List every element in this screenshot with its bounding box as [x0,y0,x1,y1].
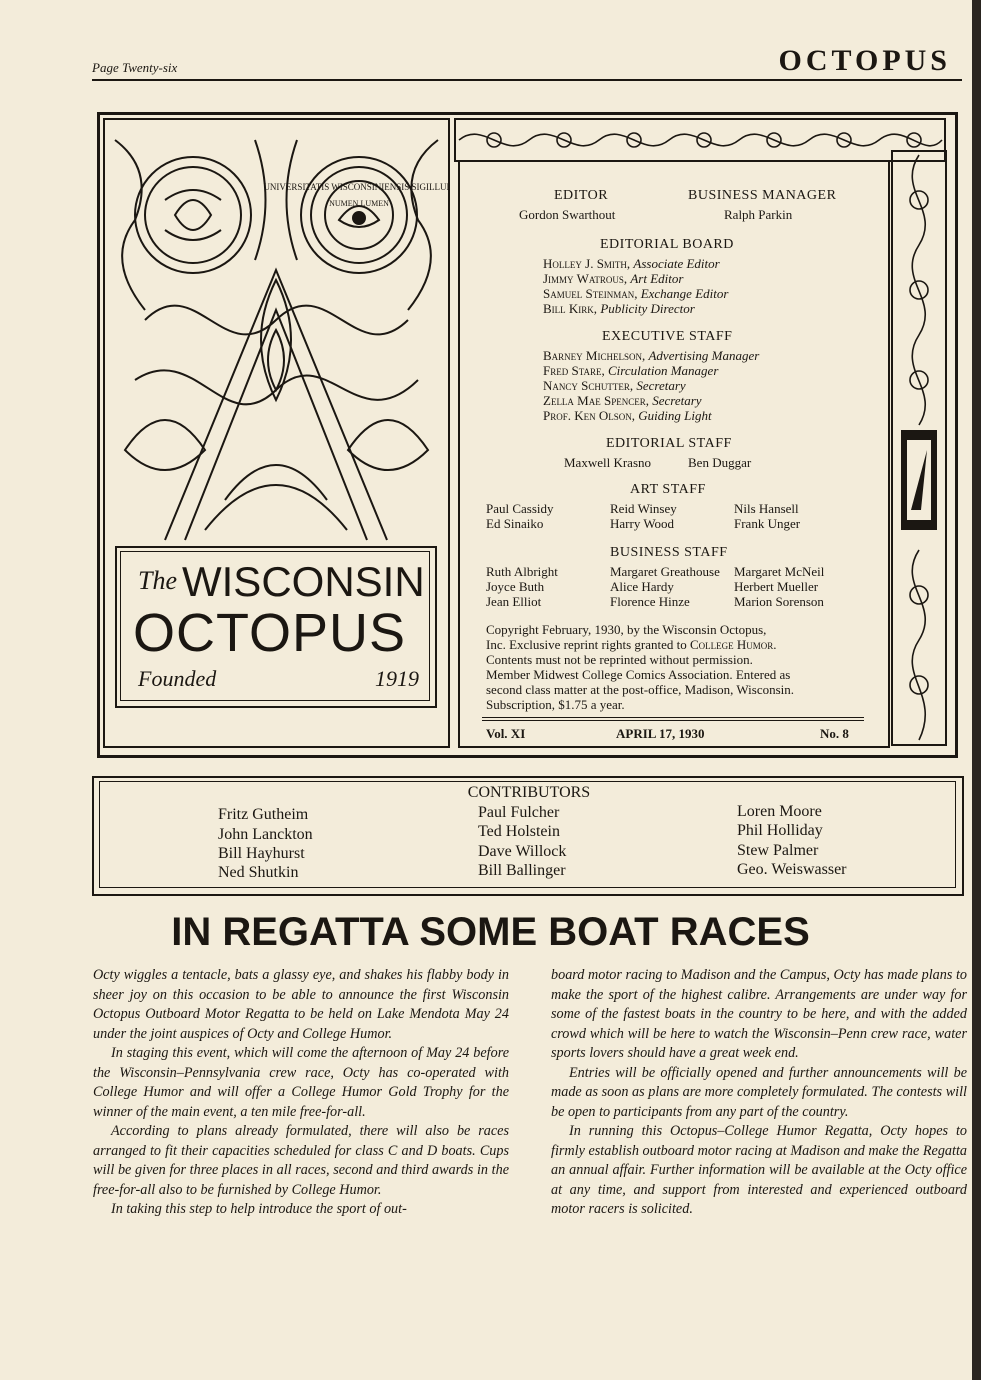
article-headline: IN REGATTA SOME BOAT RACES [171,910,810,954]
issue-number: No. 8 [820,726,849,741]
article-paragraph: board motor racing to Madison and the Campus, Octy has made plans to make the sport of the highest calibre. Arrangements are under way for some of the fastest boats in the country to be here, and with the added crowd which will be here to watch the Wisconsin–Penn crew race, water sports lovers should have a great week end. [551,967,967,1061]
copyright-line: Subscription, $1.75 a year. [486,697,625,712]
copyright-line: Copyright February, 1930, by the Wisconsin Octopus, [486,622,767,637]
logo-founded: Founded [138,666,217,691]
editorial-staff-name: Maxwell Krasno [564,455,652,470]
business-staff-name: Herbert Mueller [734,579,819,594]
masthead-title: OCTOPUS [778,44,951,77]
copyright-line: Contents must not be reprinted without permission. [486,652,753,667]
volume-label: Vol. XI [486,726,526,741]
business-staff-name: Joyce Buth [486,579,545,594]
art-staff-name: Harry Wood [610,516,675,531]
editorial-board-entry: Bill Kirk, Publicity Director [543,301,695,316]
business-manager-name: Ralph Parkin [724,207,793,222]
business-staff-name: Alice Hardy [610,579,674,594]
art-staff-name: Ed Sinaiko [486,516,544,531]
seal-motto: NUMEN LUMEN [329,199,389,208]
business-staff-name: Margaret Greathouse [610,564,720,579]
executive-staff-entry: Prof. Ken Olson, Guiding Light [543,408,712,423]
contributor-name: Bill Ballinger [478,862,566,879]
editorial-staff-name: Ben Duggar [688,455,752,470]
business-manager-title: BUSINESS MANAGER [688,188,837,203]
logo-the: The [138,566,177,595]
executive-staff-entry: Fred Stare, Circulation Manager [543,363,719,378]
art-staff-name: Nils Hansell [734,501,799,516]
contributor-name: Dave Willock [478,843,567,860]
editor-name: Gordon Swarthout [519,207,616,222]
top-ornament-border [454,118,946,162]
executive-staff-entry: Nancy Schutter, Secretary [543,378,686,393]
editorial-board-entry: Jimmy Watrous, Art Editor [543,271,684,286]
issue-date: APRIL 17, 1930 [616,726,705,741]
masthead-info-box [458,162,890,748]
seal-text: UNIVERSITATIS WISCONSINIENSIS SIGILLUM [263,182,448,192]
business-staff-name: Ruth Albright [486,564,558,579]
editor-title: EDITOR [554,188,609,203]
article-paragraph: Entries will be officially opened and further announcements will be made as soon as plans are more completely formulated. The contests will be open to participants from any part of the country. [551,1064,967,1120]
page-number: Page Twenty-six [92,60,178,75]
header-rule [92,79,962,81]
business-staff-name: Margaret McNeil [734,564,825,579]
side-ornament-border [891,150,947,746]
contributors-title: CONTRIBUTORS [467,784,591,801]
article-paragraph: According to plans already formulated, there will also be races arranged to fit their capacities scheduled for class C and D boats. Cups will be given for three places in all races, second and third awards in the free-for-all also to be furnished by College Humor. [93,1123,509,1198]
business-staff-name: Marion Sorenson [734,594,824,609]
copyright-line: Member Midwest College Comics Association. Entered as [486,667,791,682]
executive-staff-entry: Zella Mae Spencer, Secretary [543,393,702,408]
contributor-name: John Lanckton [218,826,313,843]
business-staff-name: Jean Elliot [486,594,542,609]
article-paragraph: In taking this step to help introduce the sport of out- [111,1201,407,1217]
art-staff-name: Reid Winsey [610,501,677,516]
executive-staff-entry: Barney Michelson, Advertising Manager [543,348,760,363]
art-staff-title: ART STAFF [630,482,706,497]
copyright-line: Inc. Exclusive reprint rights granted to College Humor. [486,637,777,652]
contributor-name: Ted Holstein [478,823,560,840]
contributor-name: Ned Shutkin [218,864,299,881]
business-staff-title: BUSINESS STAFF [610,545,728,560]
art-staff-name: Frank Unger [734,516,801,531]
logo-wisconsin: WISCONSIN [182,558,425,605]
editorial-board-entry: Holley J. Smith, Associate Editor [543,256,720,271]
contributor-name: Fritz Gutheim [218,806,309,823]
copyright-line: second class matter at the post-office, Madison, Wisconsin. [486,682,795,697]
contributor-name: Geo. Weiswasser [737,861,847,878]
page-edge [972,0,981,1380]
article-column-left [93,966,509,1220]
contributor-name: Paul Fulcher [478,804,560,821]
contributor-name: Phil Holliday [737,822,823,839]
business-staff-name: Florence Hinze [610,594,690,609]
executive-staff-title: EXECUTIVE STAFF [602,329,733,344]
logo-year: 1919 [375,666,419,691]
logo-octopus: OCTOPUS [133,603,407,663]
art-staff-name: Paul Cassidy [486,501,554,516]
editorial-board-title: EDITORIAL BOARD [600,237,734,252]
volume-rule [482,717,864,718]
article-column-right [551,966,967,1220]
contributor-name: Bill Hayhurst [218,845,305,862]
contributor-name: Stew Palmer [737,842,819,859]
volume-rule [482,720,864,721]
article-paragraph: Octy wiggles a tentacle, bats a glassy eye, and shakes his flabby body in sheer joy on this occasion to be able to announce the first Wisconsin Octopus Outboard Motor Regatta to be held on Lake Mendota May 24 under the joint auspices of Octy and College Humor. [93,967,509,1042]
article-paragraph: In staging this event, which will come the afternoon of May 24 before the Wisconsin–Pennsylvania crew race, Octy has co-operated with College Humor and will offer a College Humor Gold Trophy for the winner of the main event, a ten mile free-for-all. [93,1045,509,1120]
editorial-staff-title: EDITORIAL STAFF [606,436,732,451]
article-paragraph: In running this Octopus–College Humor Regatta, Octy hopes to firmly establish outboard motor racing at Madison and make the Regatta an annual affair. Further information will be available at the Octy office at any time, and support from interested and experienced outboard motor racers is solicited. [551,1123,967,1217]
contributor-name: Loren Moore [737,803,822,820]
octopus-ornament-illustration [105,120,448,550]
editorial-board-entry: Samuel Steinman, Exchange Editor [543,286,729,301]
